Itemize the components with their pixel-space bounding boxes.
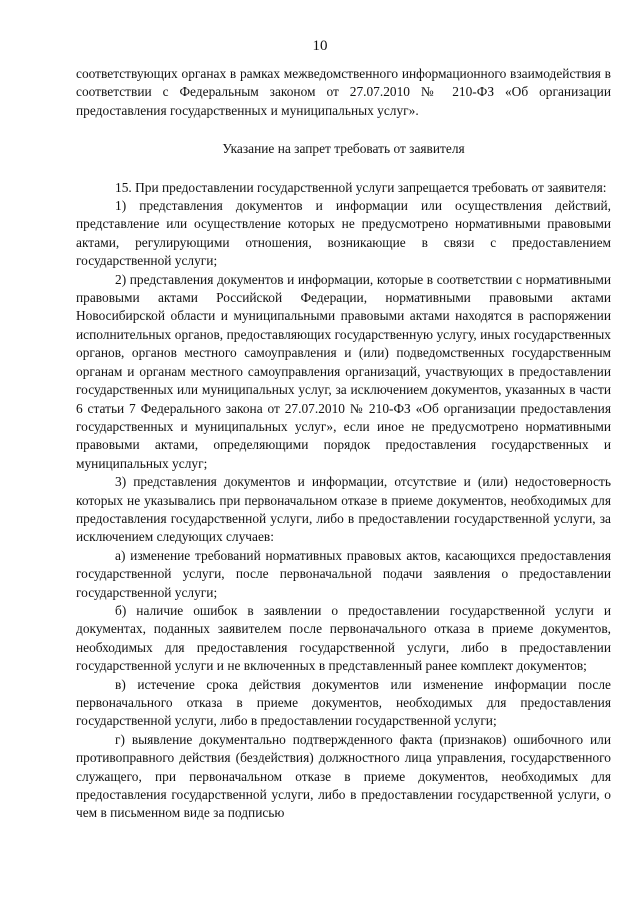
paragraph-subitem-b: б) наличие ошибок в заявлении о предоставлении государственной услуги и документах, поданных заявителем после первоначального отказа в приеме документов, необходимых для предоставления государственной услуги, либо в предоставлении государственной услуги и не включенных в представленный ранее комплект документов;: [76, 602, 611, 674]
paragraph-item-2: 2) представления документов и информации, которые в соответствии с нормативными правовыми актами Российской Федерации, нормативными правовыми актами Новосибирской области и муниципальными правовыми актами находятся в распоряжении исполнительных органов, предоставляющих государственную услугу, иных государственных органов, органов местного самоуправления и (или) подведомственных государственным органам и органам местного самоуправления организаций, участвующих в предоставлении государственных или муниципальных услуг, за исключением документов, указанных в части 6 статьи 7 Федерального закона от 27.07.2010 № 210-ФЗ «Об организации предоставления государственных и муниципальных услуг», если иное не предусмотрено нормативными правовыми актами, определяющими порядок предоставления государственных и муниципальных услуг;: [76, 271, 611, 471]
paragraph-subitem-g: г) выявление документально подтвержденного факта (признаков) ошибочного или противоправного действия (бездействия) должностного лица управления, государственного служащего, при первоначальном отказе в приеме документов, необходимых для предоставления государственной услуги, либо в предоставлении государственной услуги, о чем в письменном виде за подписью: [76, 731, 611, 821]
paragraph-item-1: 1) представления документов и информации или осуществления действий, представление или осуществление которых не предусмотрено нормативными правовыми актами, регулирующими отношения, возникающие в связи с предоставлением государственной услуги;: [76, 198, 611, 269]
paragraph-subitem-a: а) изменение требований нормативных правовых актов, касающихся предоставления государственной услуги, после первоначальной подачи заявления о предоставлении государственной услуги;: [76, 547, 611, 600]
section-heading: Указание на запрет требовать от заявителя: [222, 141, 465, 157]
page-number: 10: [312, 38, 328, 54]
document-body: [76, 65, 611, 823]
paragraph-subitem-v: в) истечение срока действия документов или изменение информации после первоначального отказа в приеме документов, необходимых для предоставления государственной услуги, либо в предоставлении государственной услуги;: [76, 676, 611, 729]
intro-paragraph: соответствующих органах в рамках межведомственного информационного взаимодействия в соответствии с Федеральным законом от 27.07.2010 № 210-ФЗ «Об организации предоставления государственных и муниципальных услуг».: [76, 66, 611, 118]
paragraph-15: 15. При предоставлении государственной услуги запрещается требовать от заявителя:: [115, 179, 607, 195]
paragraph-item-3: 3) представления документов и информации, отсутствие и (или) недостоверность которых не указывались при первоначальном отказе в приеме документов, необходимых для предоставления государственной услуги, либо в предоставлении государственной услуги, за исключением следующих случаев:: [76, 474, 611, 545]
